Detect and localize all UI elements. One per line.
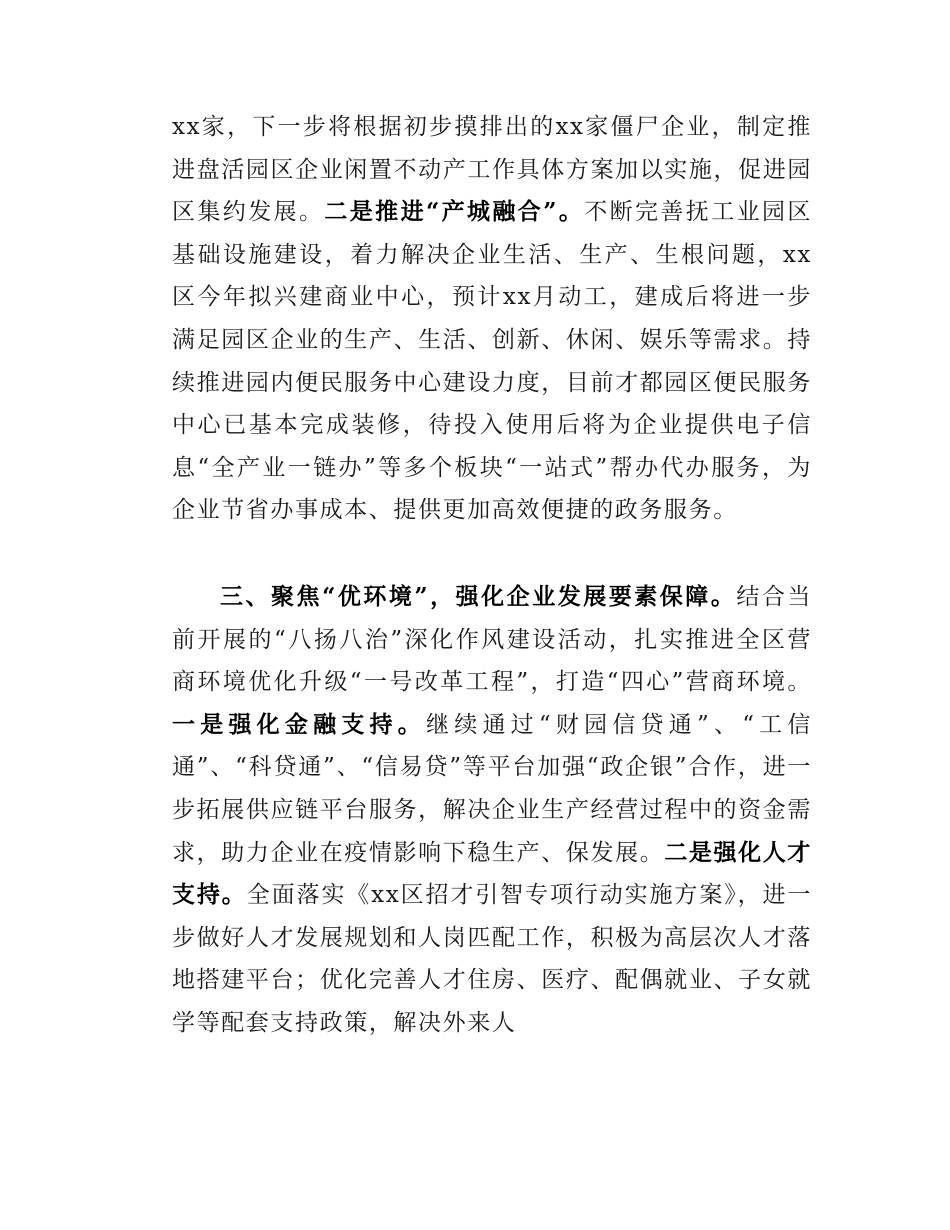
paragraph-text: 继续通过“财园信贷通”、“工信通”、“科贷通”、“信易贷”等平台加强“政企银”合作，进一步拓展供应链平台服务，解决企业生产经营过程中的资金需求，助力企业在疫情影响下稳生产、保发展。	[172, 711, 813, 866]
paragraph-text: 结合当前开展的“八扬八治”深化作风建设活动，扎实推进全区营商环境优化升级“一号改革工程”，打造“四心”营商环境。	[172, 584, 812, 696]
bold-subheading: 一是强化金融支持。	[172, 710, 427, 738]
paragraph-text: 不断完善抚工业园区基础设施建设，着力解决企业生活、生产、生根问题，xx区今年拟兴建商业中心，预计xx月动工，建成后将进一步满足园区企业的生产、生活、创新、休闲、娱乐等需求。持续推进园内便民服务中心建设力度，目前才都园区便民服务中心已基本完成装修，待投入使用后将为企业提供电子信息“全产业一链办”等多个板块“一站式”帮办代办服务，为企业节省办事成本、提供更加高效便捷的政务服务。	[172, 199, 812, 524]
section-heading: 三、聚焦“优环境”，强化企业发展要素保障。	[220, 583, 737, 610]
paragraph-text: 全面落实《xx区招才引智专项行动实施方案》，进一步做好人才发展规划和人岗匹配工作，积极为高层次人才落地搭建平台；优化完善人才住房、医疗、配偶就业、子女就学等配套支持政策，解决外来人	[172, 882, 812, 1036]
paragraph-text: xx家，下一步将根据初步摸排出的xx家僵尸企业，制定推进盘活园区企业闲置不动产工作具体方案加以实施，促进园区集约发展。	[172, 114, 812, 226]
bold-subheading: 二是推进“产城融合”。	[324, 198, 585, 226]
bold-subheading: 二是强化人才支持。	[172, 838, 812, 909]
body-paragraph	[172, 106, 812, 532]
body-paragraph	[172, 576, 812, 1045]
